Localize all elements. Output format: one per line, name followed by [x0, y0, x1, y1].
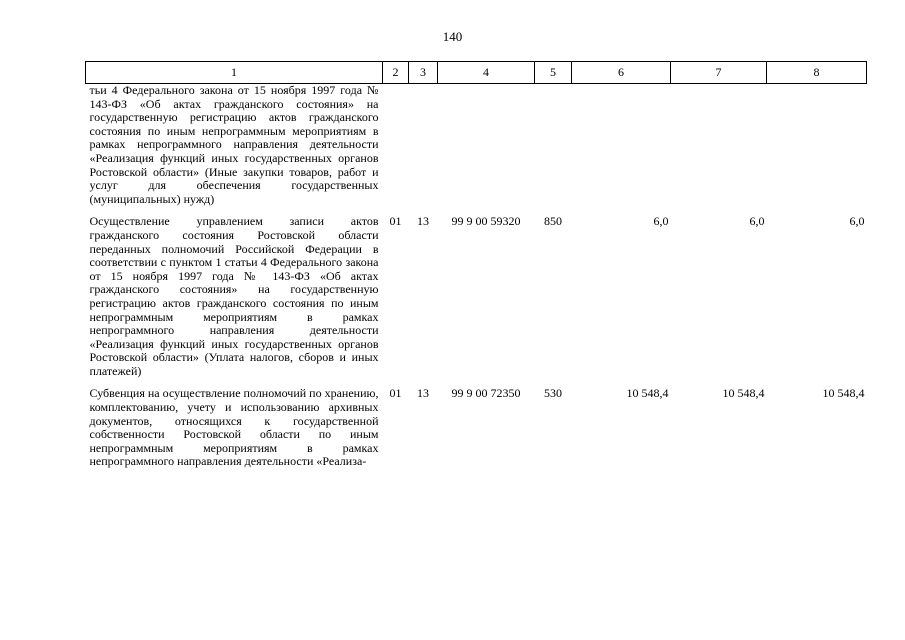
row-amount-col7: 10 548,4	[722, 386, 765, 401]
column-header-4: 4	[438, 62, 535, 84]
row-expense-type-code: 850	[544, 214, 562, 229]
row-amount-col8	[767, 84, 867, 216]
row-amount-col6: 6,0	[653, 214, 669, 229]
table-row	[86, 215, 867, 387]
budget-table-container	[85, 61, 866, 469]
row-target-code: 99 9 00 59320	[451, 214, 521, 229]
row-expense-type-code: 530	[544, 386, 562, 401]
column-header-3: 3	[409, 62, 438, 84]
row-section-code: 01	[389, 386, 402, 401]
column-header-6: 6	[572, 62, 671, 84]
table-row	[86, 387, 867, 469]
column-header-7: 7	[671, 62, 767, 84]
table-header-row	[86, 62, 867, 84]
column-header-5: 5	[535, 62, 572, 84]
row-description: Субвенция на осуществление полномочий по хранению, комплектованию, учету и использованию архивных документов, относящихся к государственной собственности Ростовской области по иным непрограммным мероприятиям в рамках непрограммного направления деятельности «Реализа-	[89, 386, 379, 469]
row-section-code	[383, 84, 409, 216]
row-target-code: 99 9 00 72350	[451, 386, 521, 401]
row-amount-col8: 10 548,4	[822, 386, 865, 401]
row-amount-col8: 6,0	[849, 214, 865, 229]
row-subsection-code: 13	[417, 214, 429, 229]
row-expense-type-code	[535, 84, 572, 216]
row-amount-col6: 10 548,4	[626, 386, 669, 401]
row-subsection-code: 13	[417, 386, 429, 401]
row-amount-col7	[671, 84, 767, 216]
row-description: Осуществление управлением записи актов гражданского состояния Ростовской области переданных полномочий Российской Федерации в соответствии с пунктом 1 статьи 4 Федерального закона от 15 ноября 1997 года № 143-ФЗ «Об актах гражданского состояния» на государственную регистрацию актов гражданского состояния по иным непрограммным мероприятиям в рамках непрограммного направления деятельности «Реализация функций иных государственных органов Ростовской области» (Уплата налогов, сборов и иных платежей)	[89, 214, 379, 378]
column-header-8: 8	[767, 62, 867, 84]
row-subsection-code	[409, 84, 438, 216]
budget-table	[85, 61, 867, 469]
row-description: тьи 4 Федерального закона от 15 ноября 1997 года № 143-ФЗ «Об актах гражданского состояния» на государственную регистрацию актов гражданского состояния по иным непрограммным мероприятиям в рамках непрограммного направления деятельности «Реализация функций иных государственных органов Ростовской области» (Иные закупки товаров, работ и услуг для обеспечения государственных (муниципальных) нужд)	[89, 83, 379, 206]
table-row	[86, 84, 867, 216]
row-amount-col7: 6,0	[749, 214, 765, 229]
column-header-1: 1	[86, 62, 383, 84]
column-header-2: 2	[383, 62, 409, 84]
row-target-code	[438, 84, 535, 216]
page-number: 140	[442, 29, 463, 44]
row-amount-col6	[572, 84, 671, 216]
row-section-code: 01	[389, 214, 402, 229]
